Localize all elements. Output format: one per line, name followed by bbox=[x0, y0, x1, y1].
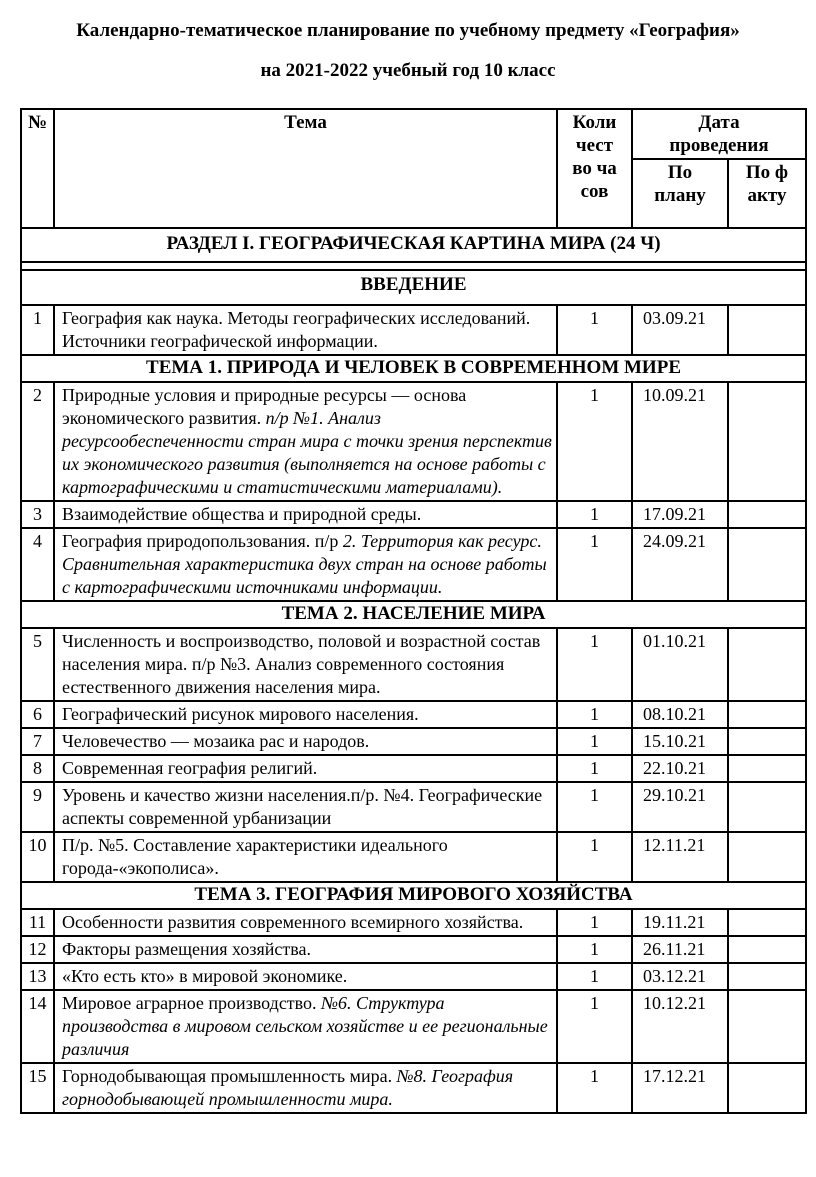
date-by-fact-cell bbox=[728, 628, 806, 701]
date-by-fact-cell bbox=[728, 382, 806, 501]
lesson-number-cell: 3 bbox=[21, 501, 54, 528]
lesson-plan-table bbox=[20, 108, 807, 1114]
lesson-topic-cell bbox=[54, 936, 557, 963]
date-by-fact-cell bbox=[728, 936, 806, 963]
lesson-hours-cell: 1 bbox=[557, 628, 632, 701]
spacer-row bbox=[21, 262, 806, 270]
lesson-number-cell: 8 bbox=[21, 755, 54, 782]
topic-text: Географический рисунок мирового населения. bbox=[62, 704, 419, 724]
lesson-hours-cell: 1 bbox=[557, 528, 632, 601]
lesson-row bbox=[21, 909, 806, 936]
lesson-number-cell: 4 bbox=[21, 528, 54, 601]
header-num: № bbox=[21, 109, 54, 228]
header-topic: Тема bbox=[54, 109, 557, 228]
topic-text: География как наука. Методы географических исследований. Источники географической информации. bbox=[62, 308, 531, 351]
lesson-number-cell: 6 bbox=[21, 701, 54, 728]
date-by-fact-cell bbox=[728, 963, 806, 990]
document-title-line1: Календарно-тематическое планирование по учебному предмету «География» bbox=[76, 20, 740, 41]
date-by-fact-cell bbox=[728, 528, 806, 601]
date-by-fact-cell bbox=[728, 1063, 806, 1113]
lesson-row bbox=[21, 628, 806, 701]
lesson-row bbox=[21, 963, 806, 990]
section-row bbox=[21, 601, 806, 628]
date-by-fact-cell bbox=[728, 305, 806, 355]
date-by-plan-cell: 08.10.21 bbox=[632, 701, 728, 728]
lesson-hours-cell: 1 bbox=[557, 728, 632, 755]
lesson-row bbox=[21, 728, 806, 755]
date-by-fact-cell bbox=[728, 728, 806, 755]
lesson-number-cell: 7 bbox=[21, 728, 54, 755]
date-by-fact-cell bbox=[728, 990, 806, 1063]
lesson-topic-cell bbox=[54, 701, 557, 728]
topic-text: Численность и воспроизводство, половой и возрастной состав населения мира. п/р №3. Анализ современного состояния естественного движения населения мира. bbox=[62, 631, 541, 697]
lesson-topic-cell bbox=[54, 501, 557, 528]
lesson-hours-cell: 1 bbox=[557, 990, 632, 1063]
date-by-plan-cell: 19.11.21 bbox=[632, 909, 728, 936]
lesson-topic-cell bbox=[54, 628, 557, 701]
lesson-topic-cell bbox=[54, 728, 557, 755]
lesson-topic-cell bbox=[54, 963, 557, 990]
date-by-plan-cell: 22.10.21 bbox=[632, 755, 728, 782]
lesson-hours-cell: 1 bbox=[557, 382, 632, 501]
lesson-topic-cell bbox=[54, 832, 557, 882]
section-header: РАЗДЕЛ I. ГЕОГРАФИЧЕСКАЯ КАРТИНА МИРА (24 Ч) bbox=[21, 228, 806, 262]
lesson-number-cell: 1 bbox=[21, 305, 54, 355]
header-row-top bbox=[21, 109, 806, 159]
spacer-cell bbox=[21, 262, 806, 270]
lesson-number-cell: 2 bbox=[21, 382, 54, 501]
topic-text-italic: №8. География горнодобывающей промышленности мира. bbox=[62, 1066, 514, 1109]
lesson-row bbox=[21, 305, 806, 355]
lesson-number-cell: 12 bbox=[21, 936, 54, 963]
date-by-plan-cell: 10.12.21 bbox=[632, 990, 728, 1063]
date-by-plan-cell: 17.09.21 bbox=[632, 501, 728, 528]
lesson-row bbox=[21, 782, 806, 832]
lesson-row bbox=[21, 1063, 806, 1113]
lesson-number-cell: 10 bbox=[21, 832, 54, 882]
topic-text: Современная география религий. bbox=[62, 758, 318, 778]
lesson-hours-cell: 1 bbox=[557, 701, 632, 728]
lesson-number-cell: 9 bbox=[21, 782, 54, 832]
lesson-row bbox=[21, 990, 806, 1063]
date-by-plan-cell: 24.09.21 bbox=[632, 528, 728, 601]
date-by-plan-cell: 10.09.21 bbox=[632, 382, 728, 501]
header-date-group: Дата проведения bbox=[632, 109, 806, 159]
topic-text: Человечество — мозаика рас и народов. bbox=[62, 731, 370, 751]
lesson-hours-cell: 1 bbox=[557, 782, 632, 832]
lesson-topic-cell bbox=[54, 528, 557, 601]
section-header: ТЕМА 1. ПРИРОДА И ЧЕЛОВЕК В СОВРЕМЕННОМ МИРЕ bbox=[21, 355, 806, 382]
date-by-plan-cell: 17.12.21 bbox=[632, 1063, 728, 1113]
lesson-row bbox=[21, 501, 806, 528]
lesson-topic-cell bbox=[54, 909, 557, 936]
topic-text-italic: №6. Структура производства в мировом сельском хозяйстве и ее региональные различия bbox=[62, 993, 548, 1059]
date-by-plan-cell: 03.09.21 bbox=[632, 305, 728, 355]
date-by-fact-cell bbox=[728, 832, 806, 882]
lesson-hours-cell: 1 bbox=[557, 832, 632, 882]
lesson-topic-cell bbox=[54, 382, 557, 501]
date-by-fact-cell bbox=[728, 909, 806, 936]
lesson-number-cell: 11 bbox=[21, 909, 54, 936]
section-row bbox=[21, 228, 806, 262]
lesson-hours-cell: 1 bbox=[557, 963, 632, 990]
date-by-plan-cell: 03.12.21 bbox=[632, 963, 728, 990]
document-title-line2: на 2021-2022 учебный год 10 класс bbox=[260, 60, 556, 81]
section-header: ВВЕДЕНИЕ bbox=[21, 270, 806, 305]
topic-text-italic: 2. Территория как ресурс. Сравнительная характеристика двух стран на основе работы с картографическими источниками информации. bbox=[62, 531, 547, 597]
topic-text: Особенности развития современного всемирного хозяйства. bbox=[62, 912, 524, 932]
topic-text: Факторы размещения хозяйства. bbox=[62, 939, 312, 959]
lesson-topic-cell bbox=[54, 305, 557, 355]
lesson-hours-cell: 1 bbox=[557, 305, 632, 355]
topic-text-italic: п/р №1. Анализ ресурсообеспеченности стран мира с точки зрения перспектив их экономического развития (выполняется на основе работы с картографическими и статистическими материалами). bbox=[62, 408, 552, 497]
date-by-fact-cell bbox=[728, 755, 806, 782]
date-by-fact-cell bbox=[728, 782, 806, 832]
lesson-number-cell: 13 bbox=[21, 963, 54, 990]
date-by-plan-cell: 15.10.21 bbox=[632, 728, 728, 755]
header-date-by-fact: По факту bbox=[728, 159, 806, 228]
topic-text: П/р. №5. Составление характеристики идеального города-«экополиса». bbox=[62, 835, 448, 878]
date-by-plan-cell: 26.11.21 bbox=[632, 936, 728, 963]
lesson-topic-cell bbox=[54, 782, 557, 832]
lesson-topic-cell bbox=[54, 755, 557, 782]
lesson-row bbox=[21, 755, 806, 782]
lesson-row bbox=[21, 382, 806, 501]
topic-text: Взаимодействие общества и природной среды. bbox=[62, 504, 422, 524]
lesson-hours-cell: 1 bbox=[557, 936, 632, 963]
lesson-row bbox=[21, 701, 806, 728]
topic-text: Мировое аграрное производство. bbox=[62, 993, 322, 1013]
lesson-hours-cell: 1 bbox=[557, 501, 632, 528]
table-body bbox=[21, 228, 806, 1113]
lesson-number-cell: 14 bbox=[21, 990, 54, 1063]
lesson-topic-cell bbox=[54, 1063, 557, 1113]
section-header: ТЕМА 2. НАСЕЛЕНИЕ МИРА bbox=[21, 601, 806, 628]
section-row bbox=[21, 270, 806, 305]
date-by-plan-cell: 01.10.21 bbox=[632, 628, 728, 701]
lesson-row bbox=[21, 936, 806, 963]
section-row bbox=[21, 355, 806, 382]
lesson-hours-cell: 1 bbox=[557, 1063, 632, 1113]
header-date-by-plan: По плану bbox=[632, 159, 728, 228]
lesson-number-cell: 5 bbox=[21, 628, 54, 701]
lesson-hours-cell: 1 bbox=[557, 755, 632, 782]
date-by-fact-cell bbox=[728, 701, 806, 728]
lesson-row bbox=[21, 528, 806, 601]
topic-text: Природные условия и природные ресурсы — основа экономического развития. bbox=[62, 385, 467, 428]
table-header bbox=[21, 109, 806, 228]
section-header: ТЕМА 3. ГЕОГРАФИЯ МИРОВОГО ХОЗЯЙСТВА bbox=[21, 882, 806, 909]
lesson-hours-cell: 1 bbox=[557, 909, 632, 936]
date-by-plan-cell: 29.10.21 bbox=[632, 782, 728, 832]
topic-text: География природопользования. п/р bbox=[62, 531, 343, 551]
date-by-fact-cell bbox=[728, 501, 806, 528]
topic-text: «Кто есть кто» в мировой экономике. bbox=[62, 966, 348, 986]
topic-text: Уровень и качество жизни населения.п/р. №4. Географические аспекты современной урбанизации bbox=[62, 785, 543, 828]
header-hours: Количество часов bbox=[557, 109, 632, 228]
date-by-plan-cell: 12.11.21 bbox=[632, 832, 728, 882]
section-row bbox=[21, 882, 806, 909]
lesson-row bbox=[21, 832, 806, 882]
lesson-topic-cell bbox=[54, 990, 557, 1063]
topic-text: Горнодобывающая промышленность мира. bbox=[62, 1066, 397, 1086]
lesson-number-cell: 15 bbox=[21, 1063, 54, 1113]
